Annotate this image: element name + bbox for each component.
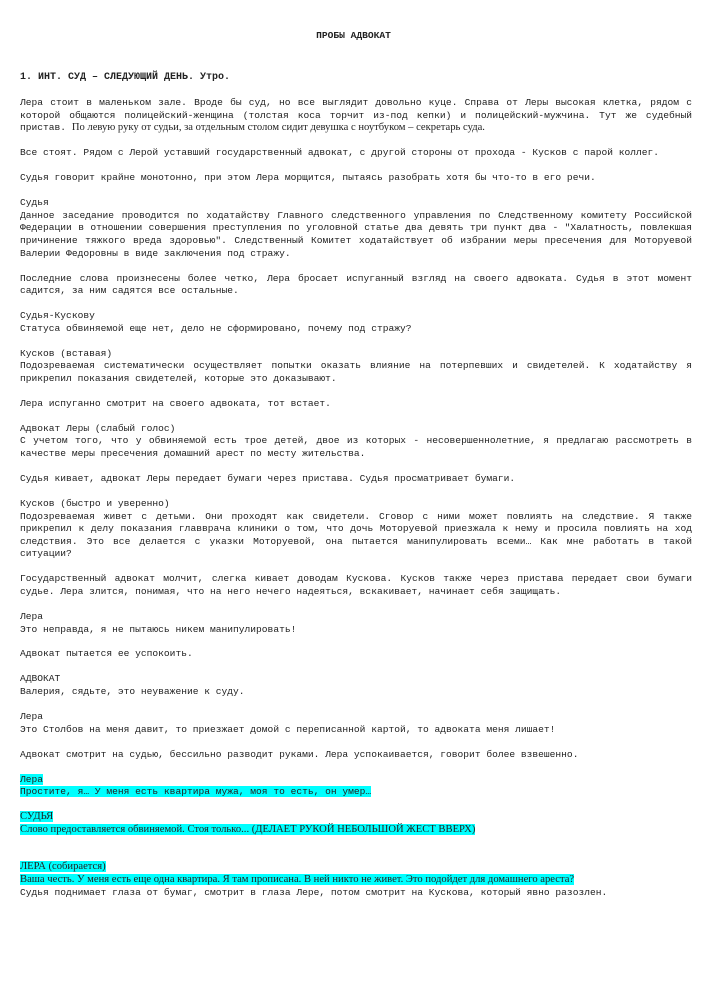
dialogue-text: Это Столбов на меня давит, то приезжает домой с переписанной картой, то адвоката меня лишает!: [20, 723, 556, 735]
dialogue-block-9-highlighted: [20, 774, 692, 799]
action-paragraph-3: Судья говорит крайне монотонно, при этом Лера морщится, пытаясь разобрать хотя бы что-то в его речи.: [20, 172, 596, 184]
character-name: Судья: [20, 197, 49, 209]
action-text-tail: По левую руку от судьи, за отдельным столом сидит девушка с ноутбуком – секретарь суда.: [71, 122, 485, 134]
script-body: [20, 97, 692, 912]
character-name: АДВОКАТ: [20, 673, 61, 685]
character-name: Лера: [20, 773, 44, 785]
dialogue-block-1: [20, 197, 692, 260]
dialogue-text: Статуса обвиняемой еще нет, дело не сформировано, почему под стражу?: [20, 322, 412, 334]
character-name: ЛЕРА (собирается): [20, 861, 106, 873]
character-name: Адвокат Леры (слабый голос): [20, 422, 176, 434]
dialogue-block-4: [20, 423, 692, 461]
action-paragraph-2: Все стоят. Рядом с Лерой уставший государственный адвокат, с другой стороны от прохода - Кусков с парой коллег.: [20, 147, 660, 159]
action-paragraph-8: Адвокат пытается ее успокоить.: [20, 648, 193, 660]
dialogue-block-3: [20, 348, 692, 386]
action-paragraph-6: Судья кивает, адвокат Леры передает бумаги через пристава. Судья просматривает бумаги.: [20, 472, 516, 484]
character-name: Лера: [20, 610, 44, 622]
scene-heading: 1. ИНТ. СУД – СЛЕДУЮЩИЙ ДЕНЬ. Утро.: [20, 72, 231, 83]
dialogue-block-11-highlighted: [20, 861, 692, 886]
character-name: СУДЬЯ: [20, 811, 54, 823]
character-name: Судья-Кускову: [20, 310, 95, 322]
dialogue-text: Валерия, сядьте, это неуважение к суду.: [20, 686, 245, 698]
dialogue-text: Это неправда, я не пытаюсь никем манипулировать!: [20, 623, 297, 635]
dialogue-text: Простите, я… У меня есть квартира мужа, моя то есть, он умер…: [20, 786, 372, 798]
document-title: ПРОБЫ АДВОКАТ: [316, 30, 391, 41]
dialogue-block-8: [20, 711, 692, 736]
action-paragraph-4: Последние слова произнесены более четко, Лера бросает испуганный взгляд на своего адвоката. Судья в этот момент садится, за ним садятся все остальные.: [20, 272, 692, 297]
action-paragraph-7: Государственный адвокат молчит, слегка кивает доводам Кускова. Кусков также через пристава передает свои бумаги судье. Лера злится, понимая, что на него нечего надеяться, вскакивает, начинает себя защищать.: [20, 573, 692, 597]
dialogue-block-10-highlighted: [20, 811, 692, 836]
dialogue-text: Ваша честь. У меня есть еще одна квартира. Я там прописана. В ней никто не живет. Это подойдет для домашнего ареста?: [20, 873, 575, 885]
action-paragraph-5: Лера испуганно смотрит на своего адвоката, тот встает.: [20, 397, 331, 409]
dialogue-text: Данное заседание проводится по ходатайству Главного следственного управления по Следственному комитету Российской Федерации в отношении совершения преступления по уголовной статье два девять три пункт два - "Халатность, повлекшая причинение тяжкого вреда здоровью". Следственный Комитет ходатайствует об избрании меры пресечения для Моторуевой Валерии Федоровны в виде заключения под стражу.: [20, 209, 692, 259]
dialogue-text: Слово предоставляется обвиняемой. Стоя только... (ДЕЛАЕТ РУКОЙ НЕБОЛЬШОЙ ЖЕСТ ВВЕРХ): [20, 823, 476, 835]
dialogue-block-5: [20, 498, 692, 561]
character-name: Кусков (вставая): [20, 347, 113, 359]
dialogue-text: С учетом того, что у обвиняемой есть трое детей, двое из которых - несовершеннолетние, я предлагаю рассмотреть в качестве меры пресечения домашний арест по месту жительства.: [20, 435, 692, 459]
character-name: Лера: [20, 711, 44, 723]
action-text: Лера стоит в маленьком зале. Вроде бы суд, но все выглядит довольно куце. Справа от Леры высокая клетка, рядом с которой общаются полицейский-женщина (толстая коса торчит из-под кепки) и полицейский-мужчина. Тут же судебный пристав.: [20, 97, 692, 134]
dialogue-text: Подозреваемая систематически осуществляет попытки оказать влияние на потерпевших и свидетелей. К ходатайству я прикрепил показания свидетелей, которые это доказывают.: [20, 360, 692, 384]
character-name: Кусков (быстро и уверенно): [20, 497, 170, 509]
dialogue-text: Подозреваемая живет с детьми. Они проходят как свидетели. Сговор с ними может повлиять на следствие. Я также прикрепил к делу показания главврача клиники о том, что дочь Моторуевой приезжала к нему и просила повлиять на ход следствия. Это все делается с указки Моторуевой, она пытается манипулировать всеми… Как мне работать в такой ситуации?: [20, 510, 692, 560]
action-paragraph-9: Адвокат смотрит на судью, бессильно разводит руками. Лера успокаивается, говорит более взвешенно.: [20, 748, 579, 760]
dialogue-block-6: [20, 611, 692, 636]
action-paragraph-1: [20, 97, 692, 135]
dialogue-block-2: [20, 310, 692, 335]
dialogue-block-7: [20, 673, 692, 698]
action-paragraph-10: Судья поднимает глаза от бумаг, смотрит в глаза Лере, потом смотрит на Кускова, который явно разозлен.: [20, 886, 608, 898]
